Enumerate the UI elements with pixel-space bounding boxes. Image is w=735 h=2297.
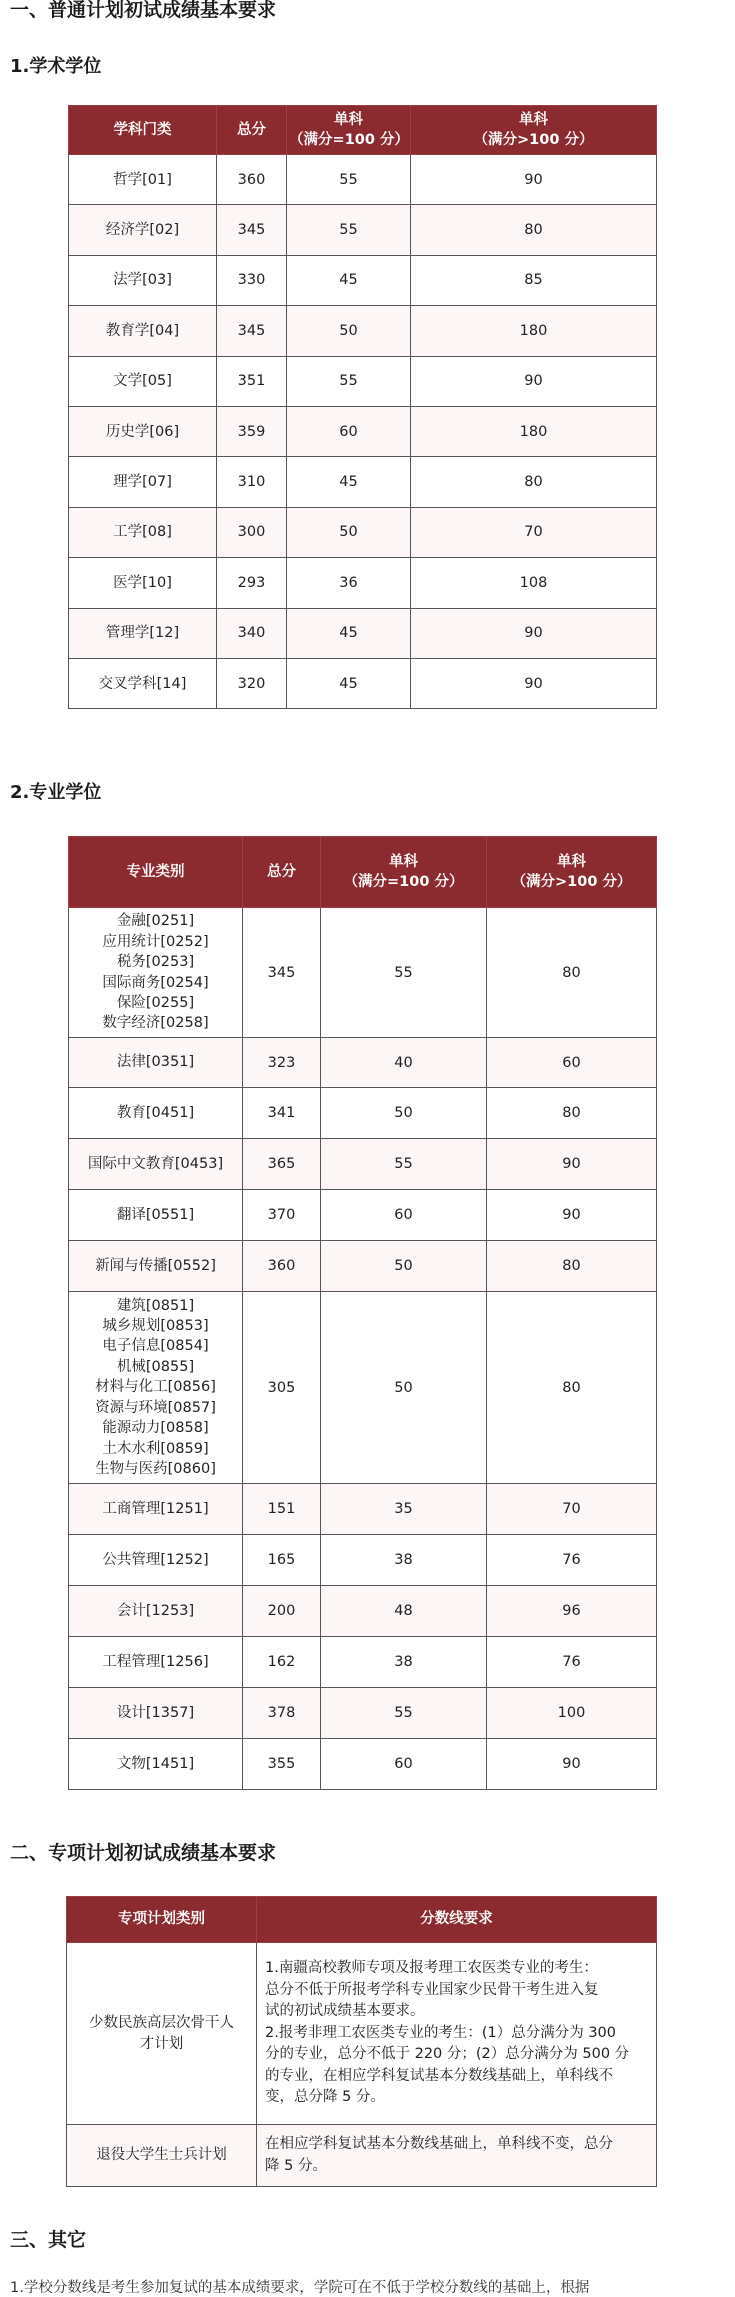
cell-total: 162 [243,1637,321,1688]
header-line: （满分>100 分） [511,874,632,890]
plan-type-line: 退役大学生士兵计划 [96,2147,227,2164]
cell-category [69,1088,243,1139]
cell-single-over-100: 96 [487,1586,657,1637]
table-row [69,1139,657,1190]
category-line: 教育[0451] [116,1104,195,1121]
academic-degree-table [68,105,657,709]
cell-category [69,1139,243,1190]
cell-single-100: 50 [287,507,411,557]
col-header-single-100 [287,106,411,155]
cell-category: 交叉学科[14] [69,658,217,708]
cell-category: 教育学[04] [69,306,217,356]
professional-degree-title: 2.专业学位 [10,782,102,803]
cell-single-100: 55 [321,1139,487,1190]
header-line: 单科 [557,853,586,870]
cell-total: 293 [217,558,287,608]
cell-single-over-100: 85 [411,255,657,305]
cell-requirement [257,1943,657,2125]
category-line: 生物与医药[0860] [95,1460,216,1477]
requirement-line: 分的专业，总分不低于 220 分；(2）总分满分为 500 分 [265,2046,630,2063]
cell-single-over-100: 60 [487,1038,657,1088]
cell-category: 历史学[06] [69,406,217,456]
category-line: 税务[0253] [116,954,195,971]
requirement-line: 总分不低于所报考学科专业国家少民骨干考生进入复 [265,1981,599,1998]
professional-degree-table [68,836,657,1790]
cell-single-over-100: 90 [411,155,657,205]
cell-total: 320 [217,658,287,708]
cell-single-over-100: 180 [411,406,657,456]
cell-single-100: 55 [287,356,411,406]
col-header-single-over-100 [487,837,657,908]
cell-total: 323 [243,1038,321,1088]
table-row [69,306,657,356]
plan-type-line: 才计划 [139,2035,184,2052]
section1-title: 一、普通计划初试成绩基本要求 [10,0,277,21]
cell-single-over-100: 76 [487,1637,657,1688]
category-line: 应用统计[0252] [102,933,209,950]
table-row [69,1586,657,1637]
cell-single-100: 38 [321,1637,487,1688]
cell-category [69,1739,243,1790]
table-row [69,558,657,608]
cell-total: 330 [217,255,287,305]
category-line: 土木水利[0859] [102,1440,209,1457]
cell-category [69,1241,243,1292]
cell-category [69,1484,243,1535]
header-line: 单科 [334,111,363,128]
cell-single-over-100: 80 [411,457,657,507]
table-row [69,1038,657,1088]
table-row [67,1943,657,2125]
table-row [69,255,657,305]
category-line: 工商管理[1251] [102,1500,209,1517]
section3-title: 三、其它 [10,2229,87,2251]
cell-single-100: 45 [287,608,411,658]
cell-total: 345 [243,908,321,1038]
header-line: 单科 [519,111,548,128]
category-line: 法律[0351] [116,1054,195,1071]
category-line: 金融[0251] [116,913,195,930]
table-row [69,1292,657,1484]
category-line: 新闻与传播[0552] [95,1257,216,1274]
cell-single-100: 36 [287,558,411,608]
table-row [69,1241,657,1292]
table-row [69,1190,657,1241]
cell-single-100: 50 [321,1292,487,1484]
table-row [67,2125,657,2187]
cell-single-over-100: 90 [411,356,657,406]
cell-total: 360 [217,155,287,205]
cell-total: 355 [243,1739,321,1790]
header-line: （满分=100 分） [343,874,464,890]
col-header-single-over-100 [411,106,657,155]
header-line: （满分>100 分） [473,132,594,148]
cell-single-over-100: 80 [487,1292,657,1484]
cell-single-over-100: 70 [411,507,657,557]
cell-single-100: 45 [287,457,411,507]
requirement-line: 的专业，在相应学科复试基本分数线基础上，单科线不 [265,2067,613,2084]
table-row [69,908,657,1038]
table-row [69,1739,657,1790]
col-header-category: 学科门类 [69,106,217,155]
cell-category: 理学[07] [69,457,217,507]
category-line: 建筑[0851] [116,1297,195,1314]
cell-single-100: 60 [321,1190,487,1241]
cell-single-100: 45 [287,658,411,708]
cell-single-100: 55 [321,1688,487,1739]
cell-category: 哲学[01] [69,155,217,205]
cell-single-100: 55 [321,908,487,1038]
cell-single-100: 38 [321,1535,487,1586]
cell-total: 359 [217,406,287,456]
cell-single-over-100: 90 [487,1190,657,1241]
cell-total: 345 [217,205,287,255]
category-line: 国际中文教育[0453] [87,1155,224,1172]
cell-single-100: 48 [321,1586,487,1637]
cell-total: 340 [217,608,287,658]
cell-category [69,1292,243,1484]
cell-total: 200 [243,1586,321,1637]
col-header-plan-type: 专项计划类别 [67,1897,257,1943]
section2-title: 二、专项计划初试成绩基本要求 [10,1842,277,1864]
cell-single-over-100: 80 [411,205,657,255]
special-plan-table [66,1896,657,2187]
category-line: 电子信息[0854] [102,1338,209,1355]
table-row [69,1637,657,1688]
table-row [69,1535,657,1586]
cell-total: 378 [243,1688,321,1739]
col-header-requirement: 分数线要求 [257,1897,657,1943]
plan-type-line: 少数民族高层次骨干人 [89,2015,234,2032]
requirement-line: 变，总分降 5 分。 [265,2089,385,2106]
cell-single-100: 60 [321,1739,487,1790]
requirement-line: 在相应学科复试基本分数线基础上，单科线不变，总分 [265,2136,613,2152]
cell-single-over-100: 90 [411,608,657,658]
col-header-single-100 [321,837,487,908]
requirement-line: 降 5 分。 [265,2157,327,2174]
cell-single-100: 45 [287,255,411,305]
cell-category: 工学[08] [69,507,217,557]
cell-single-over-100: 180 [411,306,657,356]
table-row [69,205,657,255]
cell-total: 351 [217,356,287,406]
cell-single-over-100: 70 [487,1484,657,1535]
table-row [69,457,657,507]
cell-single-100: 60 [287,406,411,456]
cell-single-over-100: 90 [487,1139,657,1190]
cell-total: 360 [243,1241,321,1292]
category-line: 文物[1451] [116,1755,195,1772]
cell-requirement [257,2125,657,2187]
col-header-total: 总分 [243,837,321,908]
cell-plan-type [67,2125,257,2187]
cell-single-100: 55 [287,205,411,255]
category-line: 翻译[0551] [116,1206,195,1223]
cell-total: 305 [243,1292,321,1484]
category-line: 能源动力[0858] [102,1420,209,1437]
category-line: 机械[0855] [116,1358,195,1375]
cell-single-100: 35 [321,1484,487,1535]
col-header-total: 总分 [217,106,287,155]
cell-single-100: 50 [321,1088,487,1139]
category-line: 保险[0255] [116,994,195,1011]
cell-total: 310 [217,457,287,507]
requirement-line: 2.报考非理工农医类专业的考生：(1）总分满分为 300 [265,2024,617,2041]
category-line: 会计[1253] [116,1602,195,1619]
academic-degree-title: 1.学术学位 [10,56,102,77]
cell-single-over-100: 100 [487,1688,657,1739]
cell-single-100: 40 [321,1038,487,1088]
table-row [69,507,657,557]
cell-category: 文学[05] [69,356,217,406]
requirement-line: 1.南疆高校教师专项及报考理工农医类专业的考生： [265,1960,598,1977]
category-line: 数字经济[0258] [102,1015,209,1032]
cell-total: 370 [243,1190,321,1241]
cell-total: 345 [217,306,287,356]
col-header-category: 专业类别 [69,837,243,908]
category-line: 工程管理[1256] [102,1653,209,1670]
cell-total: 341 [243,1088,321,1139]
table-row [69,658,657,708]
category-line: 资源与环境[0857] [95,1399,216,1416]
category-line: 设计[1357] [116,1704,195,1721]
cell-single-over-100: 90 [487,1739,657,1790]
category-line: 国际商务[0254] [102,974,209,991]
table-row [69,608,657,658]
cell-single-100: 50 [287,306,411,356]
table-row [69,406,657,456]
table-row [69,1484,657,1535]
cell-single-over-100: 80 [487,908,657,1038]
cell-single-100: 50 [321,1241,487,1292]
header-line: 单科 [389,853,418,870]
cell-category: 管理学[12] [69,608,217,658]
cell-category [69,1535,243,1586]
cell-category [69,1190,243,1241]
cell-total: 365 [243,1139,321,1190]
cell-category [69,1586,243,1637]
table-row [69,1088,657,1139]
table-row [69,356,657,406]
header-line: （满分=100 分） [289,132,409,148]
category-line: 材料与化工[0856] [95,1379,216,1396]
cell-total: 165 [243,1535,321,1586]
cell-category [69,908,243,1038]
cell-single-100: 55 [287,155,411,205]
requirement-line: 试的初试成绩基本要求。 [265,2003,425,2020]
cell-total: 151 [243,1484,321,1535]
cell-category: 医学[10] [69,558,217,608]
table-row [69,1688,657,1739]
cell-total: 300 [217,507,287,557]
cell-category: 法学[03] [69,255,217,305]
cell-single-over-100: 80 [487,1241,657,1292]
cell-category [69,1038,243,1088]
cell-category [69,1637,243,1688]
cell-plan-type [67,1943,257,2125]
cell-single-over-100: 90 [411,658,657,708]
cell-category: 经济学[02] [69,205,217,255]
cell-category [69,1688,243,1739]
section3-paragraph: 1.学校分数线是考生参加复试的基本成绩要求，学院可在不低于学校分数线的基础上，根据 [10,2280,590,2296]
cell-single-over-100: 76 [487,1535,657,1586]
cell-single-over-100: 80 [487,1088,657,1139]
category-line: 城乡规划[0853] [102,1318,209,1335]
cell-single-over-100: 108 [411,558,657,608]
category-line: 公共管理[1252] [102,1551,209,1568]
table-row [69,155,657,205]
